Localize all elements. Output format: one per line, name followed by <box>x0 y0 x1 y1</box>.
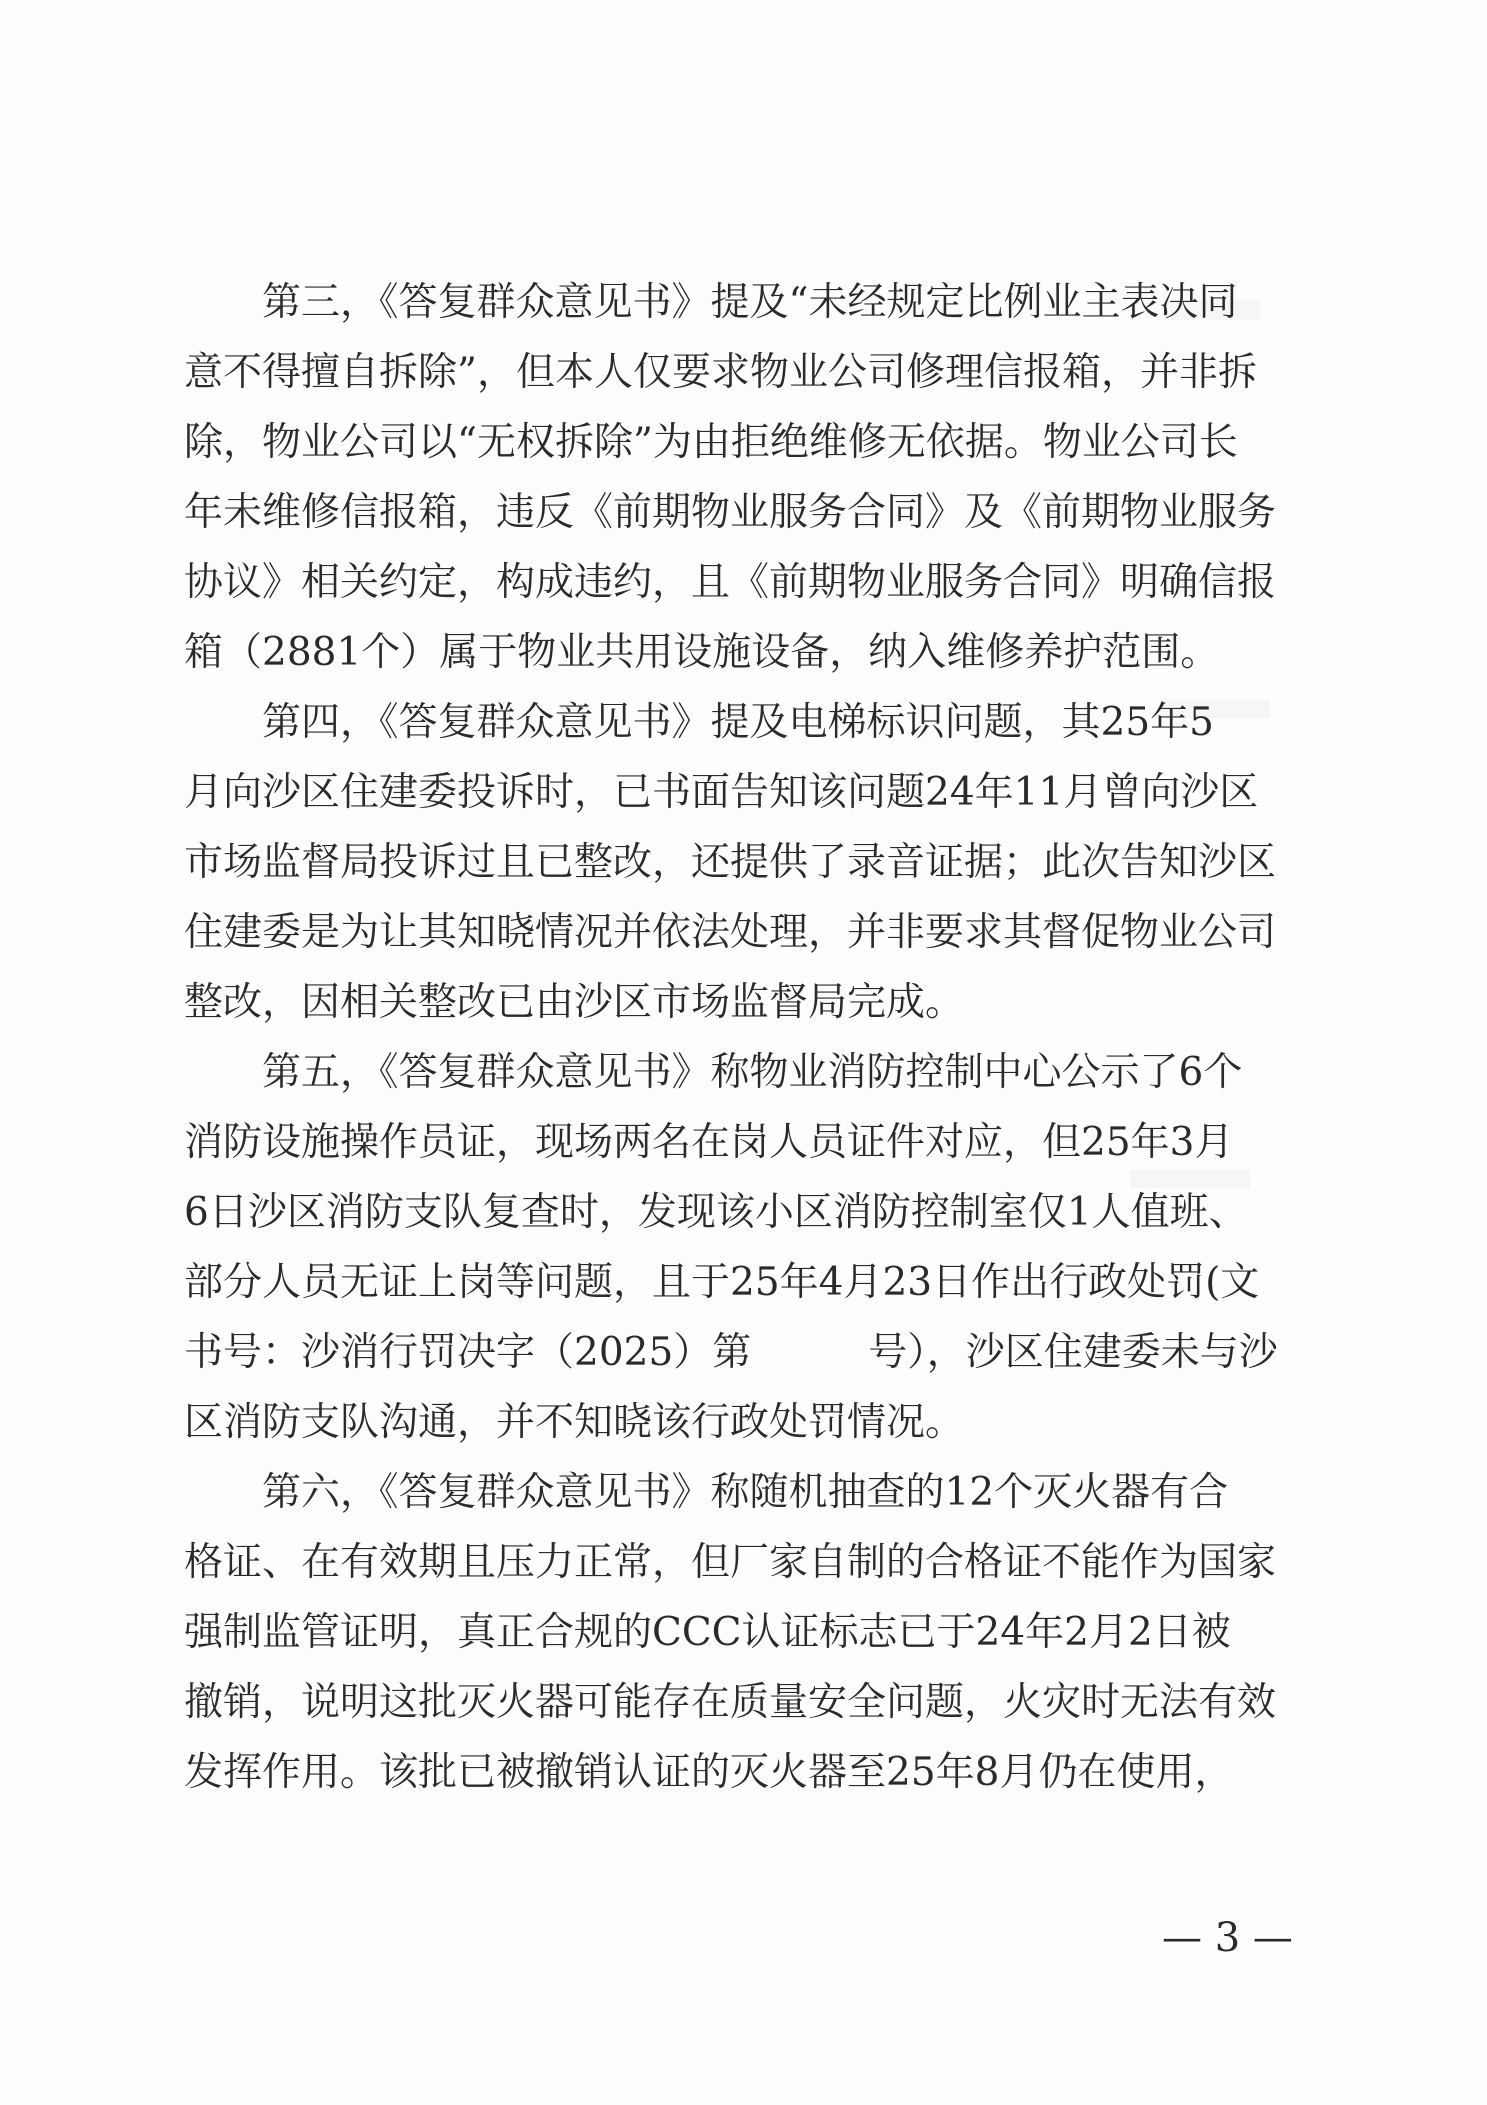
text-line: 格证、在有效期且压力正常，但厂家自制的合格证不能作为国家 <box>184 1540 1277 1585</box>
text-line: 除，物业公司以“无权拆除”为由拒绝维修无依据。物业公司长 <box>184 420 1238 465</box>
text-line: 第四，《答复群众意见书》提及电梯标识问题，其25年5 <box>184 700 1214 745</box>
text-line: 撤销，说明这批灭火器可能存在质量安全问题，火灾时无法有效 <box>184 1680 1277 1725</box>
text-line: 协议》相关约定，构成违约，且《前期物业服务合同》明确信报 <box>184 560 1277 605</box>
text-line: 整改，因相关整改已由沙区市场监督局完成。 <box>184 980 965 1025</box>
text-line: 年未维修信报箱，违反《前期物业服务合同》及《前期物业服务 <box>184 490 1277 535</box>
text-line: 6日沙区消防支队复查时，发现该小区消防控制室仅1人值班、 <box>184 1190 1248 1235</box>
body-text <box>184 268 1284 1808</box>
text-line: 市场监督局投诉过且已整改，还提供了录音证据；此次告知沙区 <box>184 840 1277 885</box>
text-line: 月向沙区住建委投诉时，已书面告知该问题24年11月曾向沙区 <box>184 770 1259 815</box>
text-line: 住建委是为让其知晓情况并依法处理，并非要求其督促物业公司 <box>184 910 1277 955</box>
text-line: 强制监管证明，真正合规的CCC认证标志已于24年2月2日被 <box>184 1610 1231 1655</box>
text-line: 部分人员无证上岗等问题，且于25年4月23日作出行政处罚(文 <box>184 1260 1260 1305</box>
text-line: 书号：沙消行罚决字（2025）第 号），沙区住建委未与沙 <box>184 1330 1278 1375</box>
text-line: 第三，《答复群众意见书》提及“未经规定比例业主表决同 <box>184 280 1238 325</box>
text-line: 发挥作用。该批已被撤销认证的灭火器至25年8月仍在使用， <box>184 1750 1234 1795</box>
text-line: 区消防支队沟通，并不知晓该行政处罚情况。 <box>184 1400 965 1445</box>
text-line: 第六，《答复群众意见书》称随机抽查的12个灭火器有合 <box>184 1470 1229 1515</box>
text-line: 消防设施操作员证，现场两名在岗人员证件对应，但25年3月 <box>184 1120 1234 1165</box>
page-number: — 3 — <box>1162 1915 1293 1961</box>
text-line: 第五，《答复群众意见书》称物业消防控制中心公示了6个 <box>184 1050 1243 1095</box>
text-line: 意不得擅自拆除”，但本人仅要求物业公司修理信报箱，并非拆 <box>184 350 1257 395</box>
text-line: 箱（2881个）属于物业共用设施设备，纳入维修养护范围。 <box>184 630 1220 675</box>
